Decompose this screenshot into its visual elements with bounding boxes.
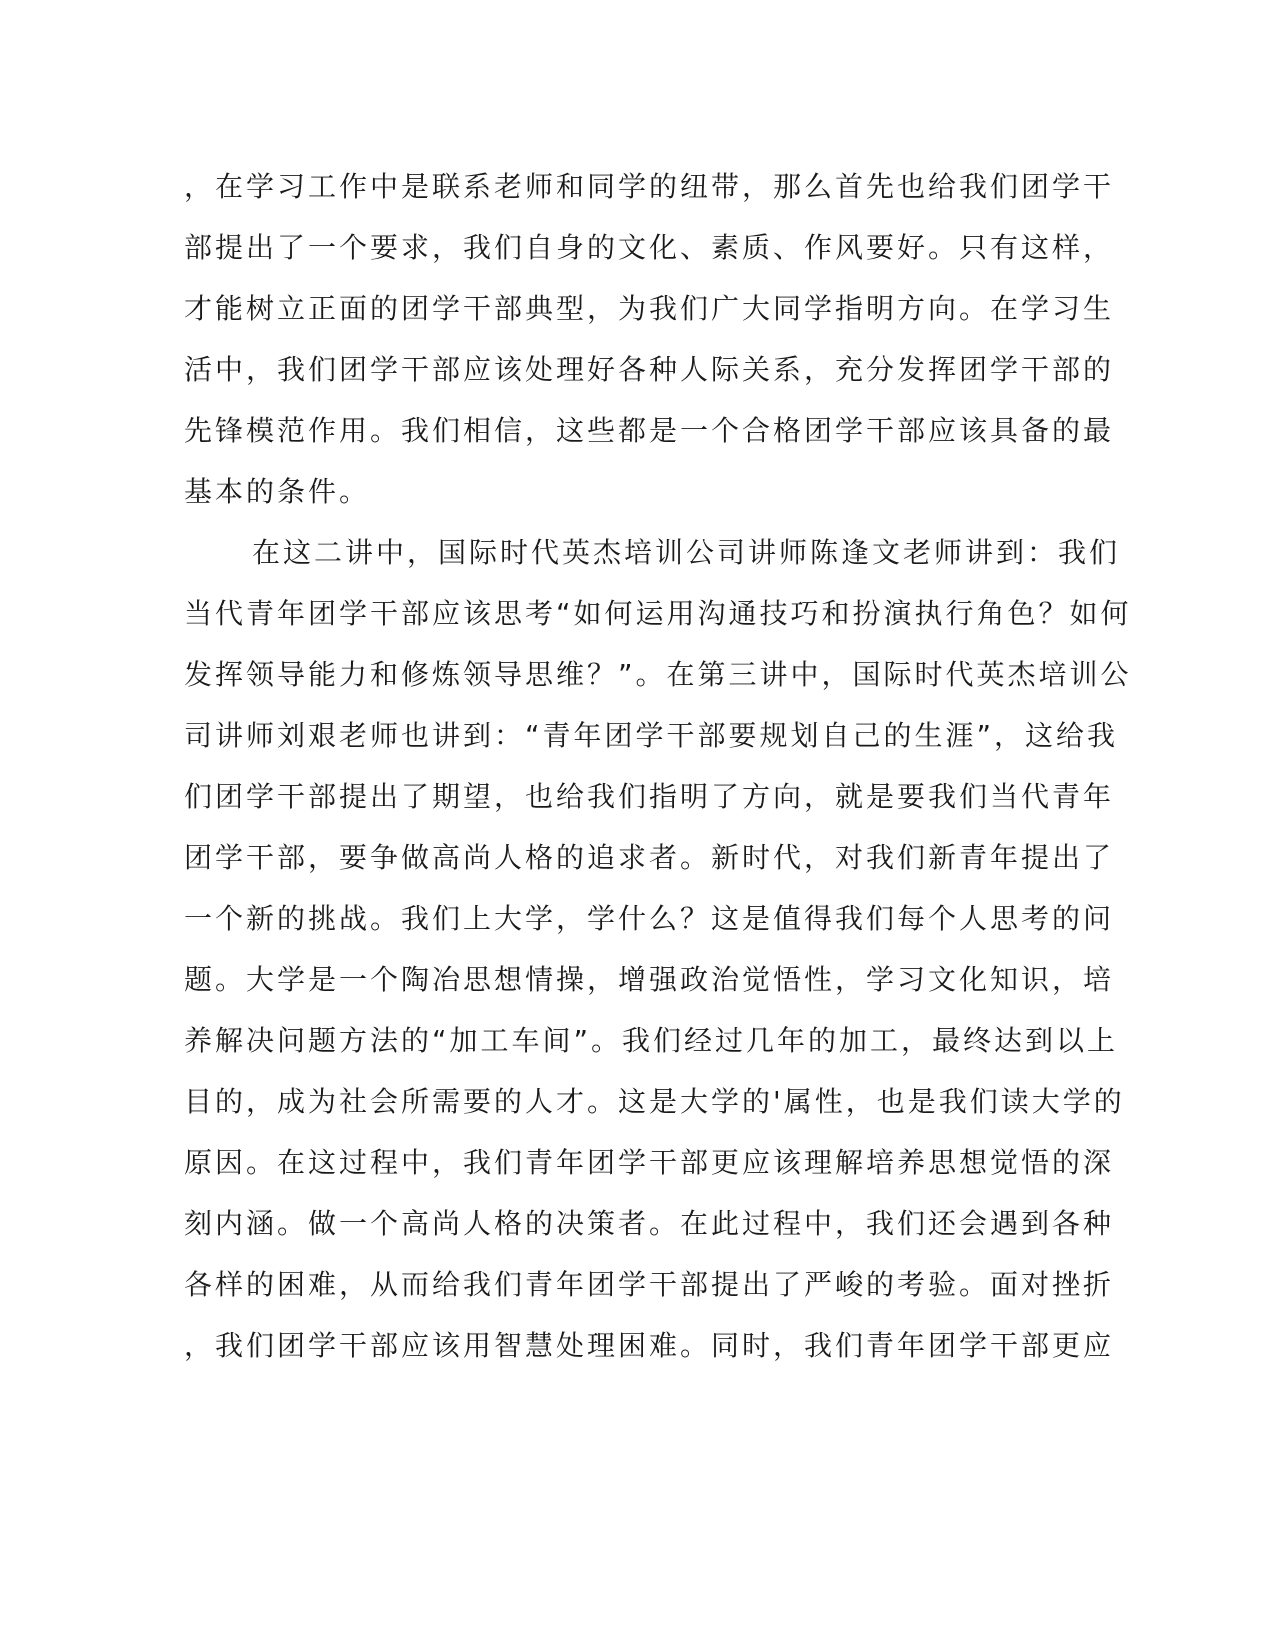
text-line: 各样的困难，从而给我们青年团学干部提出了严峻的考验。面对挫折 bbox=[184, 1268, 1115, 1301]
text-line: 发挥领导能力和修炼领导思维？”。在第三讲中，国际时代英杰培训公 bbox=[184, 658, 1132, 691]
text-line: 原因。在这过程中，我们青年团学干部更应该理解培养思想觉悟的深 bbox=[184, 1146, 1115, 1179]
text-line: 当代青年团学干部应该思考“如何运用沟通技巧和扮演执行角色？如何 bbox=[184, 597, 1132, 630]
text-line: 在这二讲中，国际时代英杰培训公司讲师陈逢文老师讲到：我们 bbox=[252, 536, 1121, 569]
text-line: 团学干部，要争做高尚人格的追求者。新时代，对我们新青年提出了 bbox=[184, 841, 1115, 874]
text-line: 基本的条件。 bbox=[184, 475, 371, 508]
text-line: ，在学习工作中是联系老师和同学的纽带，那么首先也给我们团学干 bbox=[184, 170, 1115, 203]
text-line: ，我们团学干部应该用智慧处理困难。同时，我们青年团学干部更应 bbox=[184, 1329, 1115, 1362]
text-line: 养解决问题方法的“加工车间”。我们经过几年的加工，最终达到以上 bbox=[184, 1024, 1119, 1057]
text-line: 目的，成为社会所需要的人才。这是大学的'属性，也是我们读大学的 bbox=[184, 1085, 1125, 1118]
text-line: 才能树立正面的团学干部典型，为我们广大同学指明方向。在学习生 bbox=[184, 292, 1115, 325]
text-line: 先锋模范作用。我们相信，这些都是一个合格团学干部应该具备的最 bbox=[184, 414, 1115, 447]
text-line: 司讲师刘艰老师也讲到：“青年团学干部要规划自己的生涯”，这给我 bbox=[184, 719, 1119, 752]
text-line: 题。大学是一个陶冶思想情操，增强政治觉悟性，学习文化知识，培 bbox=[184, 963, 1115, 996]
text-line: 活中，我们团学干部应该处理好各种人际关系，充分发挥团学干部的 bbox=[184, 353, 1115, 386]
text-line: 一个新的挑战。我们上大学，学什么？这是值得我们每个人思考的问 bbox=[184, 902, 1115, 935]
document-body bbox=[184, 156, 1132, 1376]
text-line: 们团学干部提出了期望，也给我们指明了方向，就是要我们当代青年 bbox=[184, 780, 1115, 813]
text-line: 部提出了一个要求，我们自身的文化、素质、作风要好。只有这样， bbox=[184, 231, 1115, 264]
text-line: 刻内涵。做一个高尚人格的决策者。在此过程中，我们还会遇到各种 bbox=[184, 1207, 1115, 1240]
